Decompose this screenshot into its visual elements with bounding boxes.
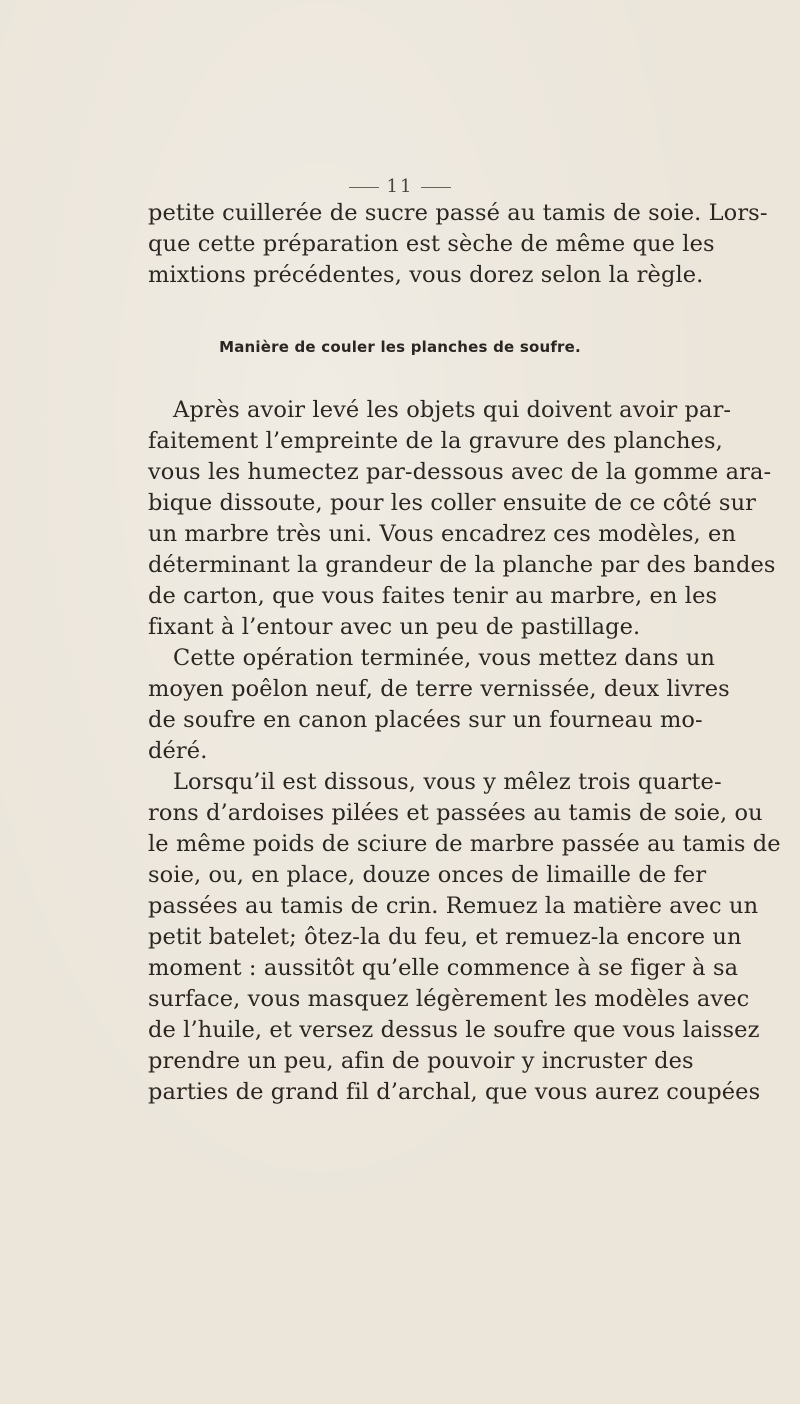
text-line: petit batelet; ôtez-la du feu, et remuez-la encore un	[148, 924, 742, 950]
text-line: de soufre en canon placées sur un fourneau mo-	[148, 707, 703, 733]
text-line: Après avoir levé les objets qui doivent avoir par-	[173, 397, 732, 423]
text-line: soie, ou, en place, douze onces de limaille de fer	[148, 862, 707, 888]
text-line: moment : aussitôt qu’elle commence à se figer à sa	[148, 955, 739, 981]
text-line: passées au tamis de crin. Remuez la matière avec un	[148, 893, 759, 919]
text-line: fixant à l’entour avec un peu de pastillage.	[148, 614, 641, 640]
page-number: 11	[386, 176, 414, 197]
intro-paragraph	[148, 198, 768, 291]
header-dash-left	[349, 187, 379, 188]
text-line: de carton, que vous faites tenir au marbre, en les	[148, 583, 718, 609]
text-line: prendre un peu, afin de pouvoir y incruster des	[148, 1048, 694, 1074]
text-line: que cette préparation est sèche de même que les	[148, 231, 715, 257]
text-line: surface, vous masquez légèrement les modèles avec	[148, 986, 750, 1012]
main-text	[148, 395, 781, 1108]
text-line: un marbre très uni. Vous encadrez ces modèles, en	[148, 521, 737, 547]
text-line: rons d’ardoises pilées et passées au tamis de soie, ou	[148, 800, 763, 826]
page-header	[0, 176, 800, 197]
text-line: Cette opération terminée, vous mettez dans un	[173, 645, 716, 671]
text-line: déré.	[148, 738, 208, 764]
text-line: vous les humectez par-dessous avec de la gomme ara-	[148, 459, 772, 485]
text-line: parties de grand fil d’archal, que vous aurez coupées	[148, 1079, 761, 1105]
text-line: moyen poêlon neuf, de terre vernissée, deux livres	[148, 676, 730, 702]
text-line: petite cuillerée de sucre passé au tamis de soie. Lors-	[148, 200, 768, 226]
text-line: bique dissoute, pour les coller ensuite de ce côté sur	[148, 490, 757, 516]
text-line: de l’huile, et versez dessus le soufre que vous laissez	[148, 1017, 760, 1043]
text-line: déterminant la grandeur de la planche par des bandes	[148, 552, 776, 578]
text-line: le même poids de sciure de marbre passée au tamis de	[148, 831, 781, 857]
text-line: mixtions précédentes, vous dorez selon la règle.	[148, 262, 704, 288]
text-line: faitement l’empreinte de la gravure des planches,	[148, 428, 723, 454]
section-title: Manière de couler les planches de soufre.	[219, 338, 581, 356]
text-line: Lorsqu’il est dissous, vous y mêlez trois quarte-	[173, 769, 722, 795]
header-dash-right	[421, 187, 451, 188]
